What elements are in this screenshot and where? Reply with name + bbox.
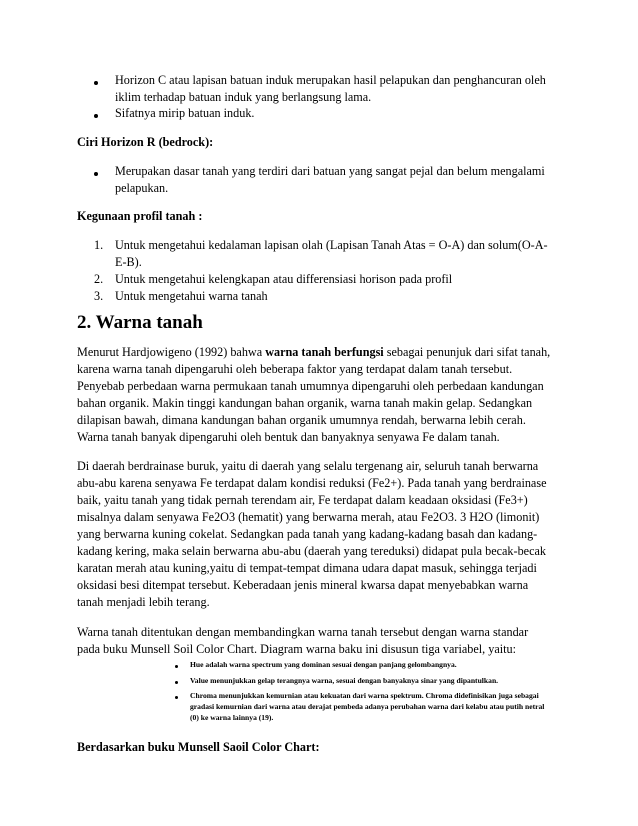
horizon-r-item-1-line-1: Merupakan dasar tanah yang terdiri dari batuan yang sangat pejal dan belum mengalami [115, 164, 545, 178]
kegunaan-heading: Kegunaan profil tanah : [77, 209, 203, 223]
munsell-heading: Berdasarkan buku Munsell Saoil Color Chart: [77, 740, 320, 754]
kegunaan-item-2-number: 2. [94, 272, 104, 286]
paragraph-2-line: oksidasi besi ditempat tersebut. Keberadaan jenis mineral kwarsa dapat menyebabkan warna [77, 578, 529, 592]
horizon-c-item-2: Sifatnya mirip batuan induk. [115, 106, 255, 120]
paragraph-2-line: karatan merah atau kuning,yaitu di tempat-tempat dimana udara dapat masuk, sehingga terjadi [77, 561, 537, 575]
section-title: 2. Warna tanah [77, 312, 203, 333]
paragraph-1-line-1 [77, 344, 550, 361]
paragraph-1-post: sebagai penunjuk dari sifat tanah, [383, 345, 551, 359]
paragraph-2-line: kadang kering, maka selain berwarna abu-abu (daerah yang tereduksi) didapat pula becak-becak [77, 544, 546, 558]
horizon-r-item-1-line-2: pelapukan. [115, 181, 169, 195]
kegunaan-item-2: Untuk mengetahui kelengkapan atau differensiasi horison pada profil [115, 272, 453, 286]
kegunaan-item-1-number: 1. [94, 238, 104, 252]
variable-value: Value menunjukkan gelap terangnya warna, sesuai dengan banyaknya sinar yang dipantulkan. [190, 676, 499, 685]
paragraph-2-line: abu-abu karena senyawa Fe terdapat dalam kondisi reduksi (Fe2+). Pada tanah yang berdrainase [77, 476, 547, 490]
horizon-c-item-1-line-1: Horizon C atau lapisan batuan induk merupakan hasil pelapukan dan penghancuran oleh [115, 73, 546, 87]
paragraph-2-line: misalnya dalam senyawa Fe2O3 (hematit) yang berwarna merah, atau Fe2O3. 3 H2O (limonit) [77, 510, 540, 524]
bullet-icon [94, 114, 98, 118]
paragraph-1-bold: warna tanah berfungsi [265, 345, 384, 359]
variable-hue: Hue adalah warna spectrum yang dominan sesuai dengan panjang gelombangnya. [190, 660, 457, 669]
paragraph-2-line: yang berwarna kuning cokelat. Sedangkan pada tanah yang kadang-kadang basah dan kadang- [77, 527, 538, 541]
paragraph-1-line: karena warna tanah dipengaruhi oleh beberapa faktor yang terdapat dalam tanah tersebut. [77, 362, 513, 376]
bullet-icon [175, 665, 178, 668]
paragraph-2-line: tanah menjadi lebih terang. [77, 595, 210, 609]
kegunaan-item-3: Untuk mengetahui warna tanah [115, 289, 268, 303]
variable-chroma-line-3: (0) ke warna lainnya (19). [190, 713, 274, 722]
bullet-icon [175, 696, 178, 699]
horizon-c-item-1-line-2: iklim terhadap batuan induk yang berlangsung lama. [115, 90, 372, 104]
bullet-icon [94, 81, 98, 85]
kegunaan-item-3-number: 3. [94, 289, 104, 303]
paragraph-1-line: Penyebab perbedaan warna permukaan tanah umumnya dipengaruhi oleh perbedaan kandungan [77, 379, 544, 393]
kegunaan-item-1-line-1: Untuk mengetahui kedalaman lapisan olah (Lapisan Tanah Atas = O-A) dan solum(O-A- [115, 238, 548, 252]
horizon-r-heading: Ciri Horizon R (bedrock): [77, 135, 214, 149]
bullet-icon [175, 681, 178, 684]
bullet-icon [94, 172, 98, 176]
variable-chroma-line-1: Chroma menunjukkan kemurnian atau kekuatan dari warna spektrum. Chroma didefinisikan juga sebagai [190, 691, 539, 700]
paragraph-2-line: Di daerah berdrainase buruk, yaitu di daerah yang selalu tergenang air, seluruh tanah berwarna [77, 459, 539, 473]
variable-chroma-line-2: gradasi kemurnian dari warna atau derajat pembeda adanya perubahan warna dari kelabu atau putih netral [190, 702, 545, 711]
paragraph-1-pre: Menurut Hardjowigeno (1992) bahwa [77, 345, 266, 359]
paragraph-2-line: baik, yaitu tanah yang tidak pernah terendam air, Fe terdapat dalam keadaan oksidasi (Fe3+) [77, 493, 528, 507]
kegunaan-item-1-line-2: E-B). [115, 255, 142, 269]
paragraph-3-line: pada buku Munsell Soil Color Chart. Diagram warna baku ini disusun tiga variabel, yaitu: [77, 642, 517, 656]
paragraph-1-line: Warna tanah banyak dipengaruhi oleh bentuk dan banyaknya senyawa Fe dalam tanah. [77, 430, 500, 444]
paragraph-1-line: dilapisan bawah, dimana kandungan bahan organik umumnya rendah, berwarna lebih cerah. [77, 413, 526, 427]
paragraph-1-line: bahan organik. Makin tinggi kandungan bahan organik, warna tanah makin gelap. Sedangkan [77, 396, 533, 410]
paragraph-3-line: Warna tanah ditentukan dengan membandingkan warna tanah tersebut dengan warna standar [77, 625, 529, 639]
